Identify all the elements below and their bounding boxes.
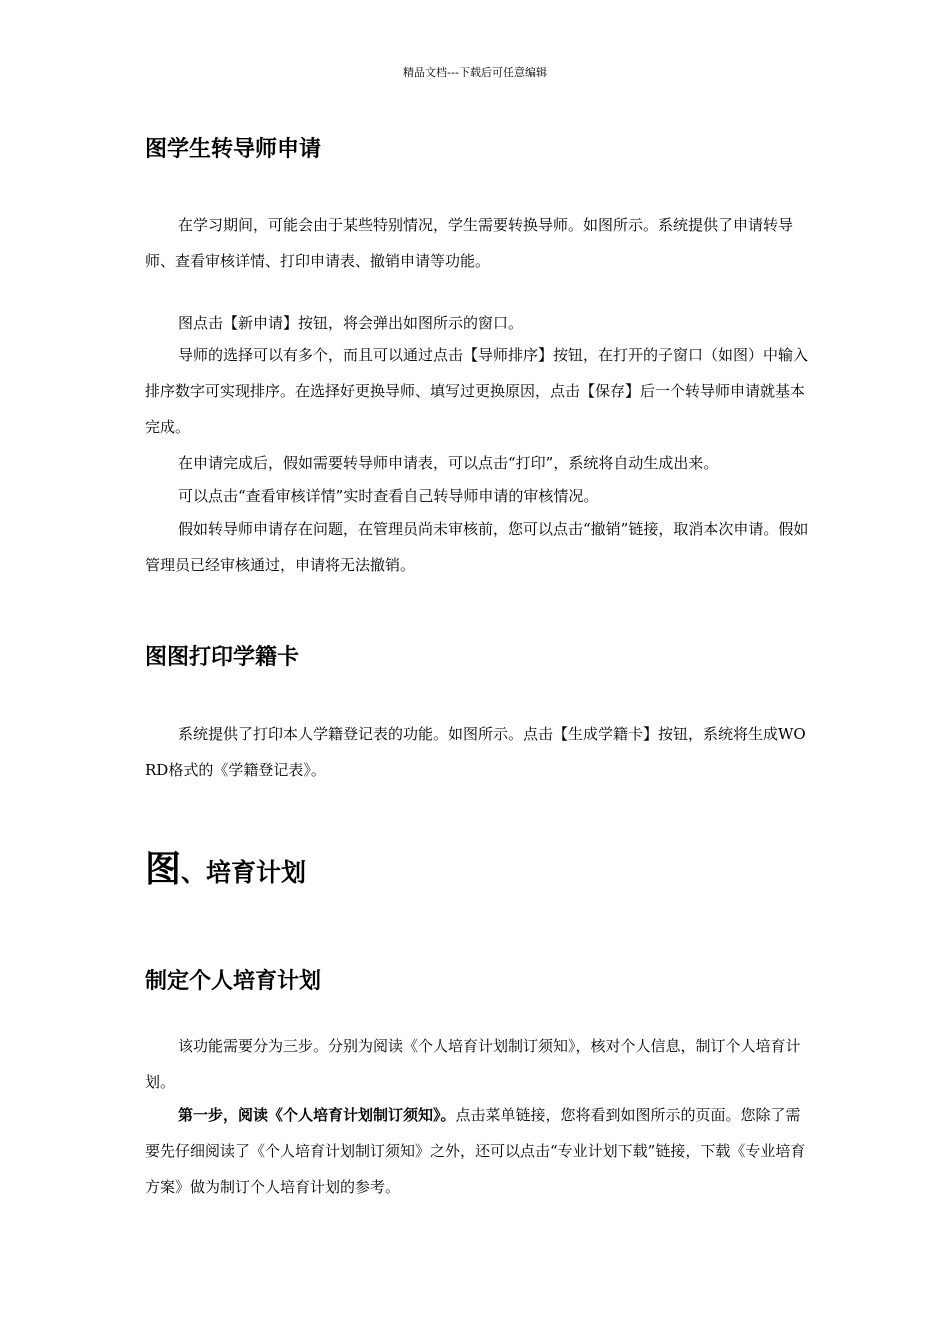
paragraph: 导师的选择可以有多个，而且可以通过点击【导师排序】按钮，在打开的子窗口（如图）中输入排序数字可实现排序。在选择好更换导师、填写过更换原因，点击【保存】后一个转导师申请就基本完成。 <box>145 346 809 436</box>
paragraph: 假如转导师申请存在问题，在管理员尚未审核前，您可以点击“撤销”链接，取消本次申请。假如管理员已经审核通过，申请将无法撤销。 <box>145 520 809 574</box>
section-title-print: 图图打印学籍卡 <box>145 645 300 670</box>
section-title-plan: 制定个人培育计划 <box>145 969 322 994</box>
step-one-label: 第一步，阅读《个人培育计划制订须知》。 <box>178 1106 456 1124</box>
paragraph <box>145 1097 810 1205</box>
paragraph: 在申请完成后，假如需要转导师申请表，可以点击“打印”，系统将自动生成出来。 <box>178 454 719 472</box>
page-header: 精品文档---下载后可任意编辑 <box>403 66 547 79</box>
chapter-title-text: 、培育计划 <box>181 858 307 887</box>
chapter-title <box>145 848 306 895</box>
step-one-text: 点击菜单链接，您将看到如图所示的页面。您除了需要先仔细阅读了《个人培育计划制订须知》之外，还可以点击“专业计划下载”链接，下载《专业培育方案》做为制订个人培育计划的参考。 <box>145 1106 806 1196</box>
chapter-title-number: 图 <box>145 849 182 890</box>
section-title-transfer: 图学生转导师申请 <box>145 137 322 162</box>
paragraph: 在学习期间，可能会由于某些特别情况，学生需要转换导师。如图所示。系统提供了申请转导师、查看审核详情、打印申请表、撤销申请等功能。 <box>145 216 794 270</box>
paragraph: 该功能需要分为三步。分别为阅读《个人培育计划制订须知》，核对个人信息，制订个人培育计划。 <box>145 1037 801 1091</box>
paragraph: 图点击【新申请】按钮，将会弹出如图所示的窗口。 <box>178 314 524 332</box>
paragraph: 可以点击“查看审核详情”实时查看自己转导师申请的审核情况。 <box>178 487 599 505</box>
paragraph: 系统提供了打印本人学籍登记表的功能。如图所示。点击【生成学籍卡】按钮，系统将生成WORD格式的《学籍登记表》。 <box>145 725 806 779</box>
